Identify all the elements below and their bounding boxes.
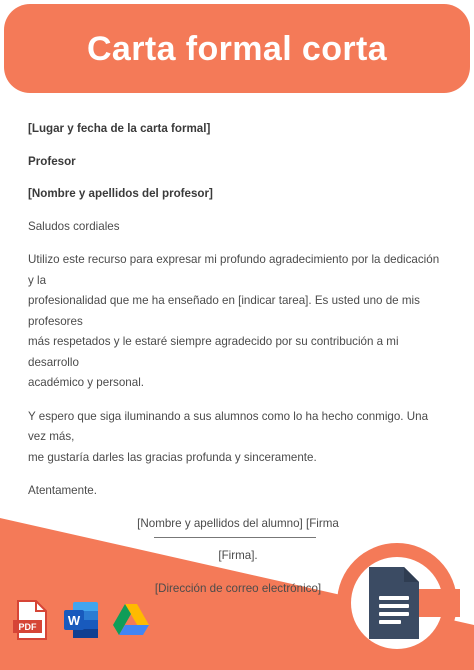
teacher-name-line: [Nombre y apellidos del profesor] xyxy=(28,187,213,200)
letter-body xyxy=(28,119,448,599)
place-date-line: [Lugar y fecha de la carta formal] xyxy=(28,122,211,135)
paragraph-1-line-2: profesionalidad que me ha enseñado en [indicar tarea]. Es usted uno de mis profesores xyxy=(28,294,420,328)
document-badge-icon xyxy=(334,540,460,666)
title-banner xyxy=(4,4,470,93)
word-file-icon[interactable] xyxy=(62,599,100,641)
signature-rule xyxy=(154,537,316,538)
google-drive-icon[interactable] xyxy=(112,599,150,641)
student-signature-line: [Nombre y apellidos del alumno] [Firma xyxy=(137,516,339,530)
closing-line: Atentamente. xyxy=(28,484,97,497)
page-title: Carta formal corta xyxy=(86,29,388,68)
paragraph-1-line-1: Utilizo este recurso para expresar mi profundo agradecimiento por la dedicación y la xyxy=(28,253,440,287)
greeting-line: Saludos cordiales xyxy=(28,219,120,233)
paragraph-2-line-1: Y espero que siga iluminando a sus alumnos como lo ha hecho conmigo. Una vez más, xyxy=(28,409,429,443)
download-options xyxy=(12,599,150,641)
svg-text:W: W xyxy=(67,613,81,628)
recipient-role: Profesor xyxy=(28,154,76,168)
paragraph-1-line-4: académico y personal. xyxy=(28,376,144,389)
email-line: [Dirección de correo electrónico] xyxy=(154,581,322,595)
pdf-file-icon[interactable] xyxy=(12,599,50,641)
paragraph-1-line-3: más respetados y le estaré siempre agradecido por su contribución a mi desarrollo xyxy=(28,335,399,369)
paragraph-2-line-2: me gustaría darles las gracias profunda y sinceramente. xyxy=(28,450,317,464)
svg-text:PDF: PDF xyxy=(18,622,37,632)
signature-line-text: [Firma]. xyxy=(218,549,258,562)
